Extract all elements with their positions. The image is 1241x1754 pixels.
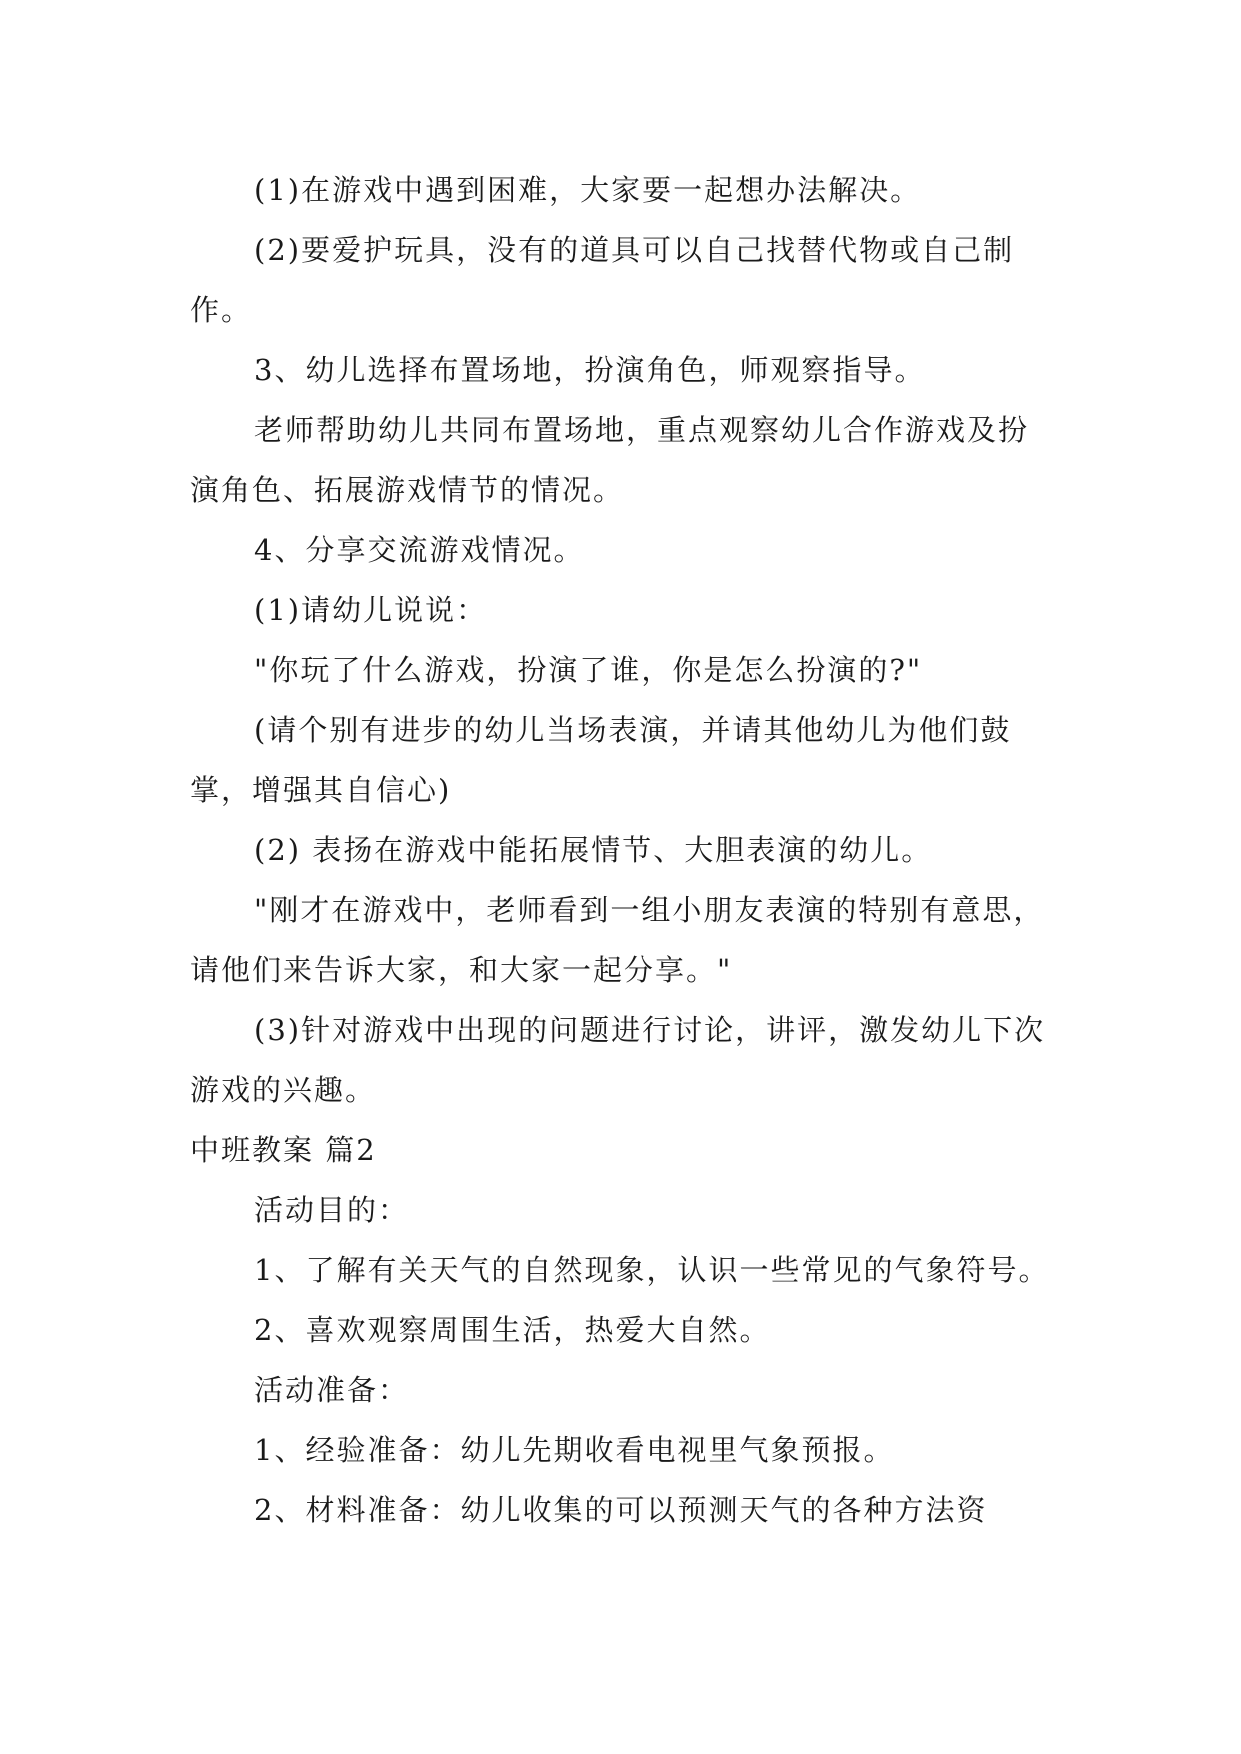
paragraph: (请个别有进步的幼儿当场表演，并请其他幼儿为他们鼓掌，增强其自信心) xyxy=(190,713,1012,807)
paragraph: 1、经验准备：幼儿先期收看电视里气象预报。 xyxy=(254,1433,895,1467)
paragraph: (2)要爱护玩具，没有的道具可以自己找替代物或自己制作。 xyxy=(190,233,1015,327)
paragraph: "你玩了什么游戏，扮演了谁，你是怎么扮演的?" xyxy=(254,653,923,687)
paragraph: 1、了解有关天气的自然现象，认识一些常见的气象符号。 xyxy=(254,1253,1050,1287)
paragraph: 活动准备： xyxy=(254,1373,410,1407)
paragraph: (3)针对游戏中出现的问题进行讨论，讲评，激发幼儿下次游戏的兴趣。 xyxy=(190,1013,1046,1107)
paragraph: 3、幼儿选择布置场地，扮演角色，师观察指导。 xyxy=(254,353,926,387)
paragraph: 活动目的： xyxy=(254,1193,410,1227)
paragraph: 老师帮助幼儿共同布置场地，重点观察幼儿合作游戏及扮演角色、拓展游戏情节的情况。 xyxy=(190,413,1030,507)
document-body xyxy=(190,160,1050,1540)
paragraph: 2、材料准备：幼儿收集的可以预测天气的各种方法资 xyxy=(254,1493,988,1527)
paragraph: (1)请幼儿说说： xyxy=(254,593,488,627)
paragraph: 4、分享交流游戏情况。 xyxy=(254,533,585,567)
section-heading: 中班教案 篇2 xyxy=(190,1133,377,1167)
paragraph: (1)在游戏中遇到困难，大家要一起想办法解决。 xyxy=(254,173,922,207)
paragraph: 2、喜欢观察周围生活，热爱大自然。 xyxy=(254,1313,771,1347)
paragraph: (2) 表扬在游戏中能拓展情节、大胆表演的幼儿。 xyxy=(254,833,933,867)
paragraph: "刚才在游戏中，老师看到一组小朋友表演的特别有意思，请他们来告诉大家，和大家一起分享。" xyxy=(190,893,1045,987)
